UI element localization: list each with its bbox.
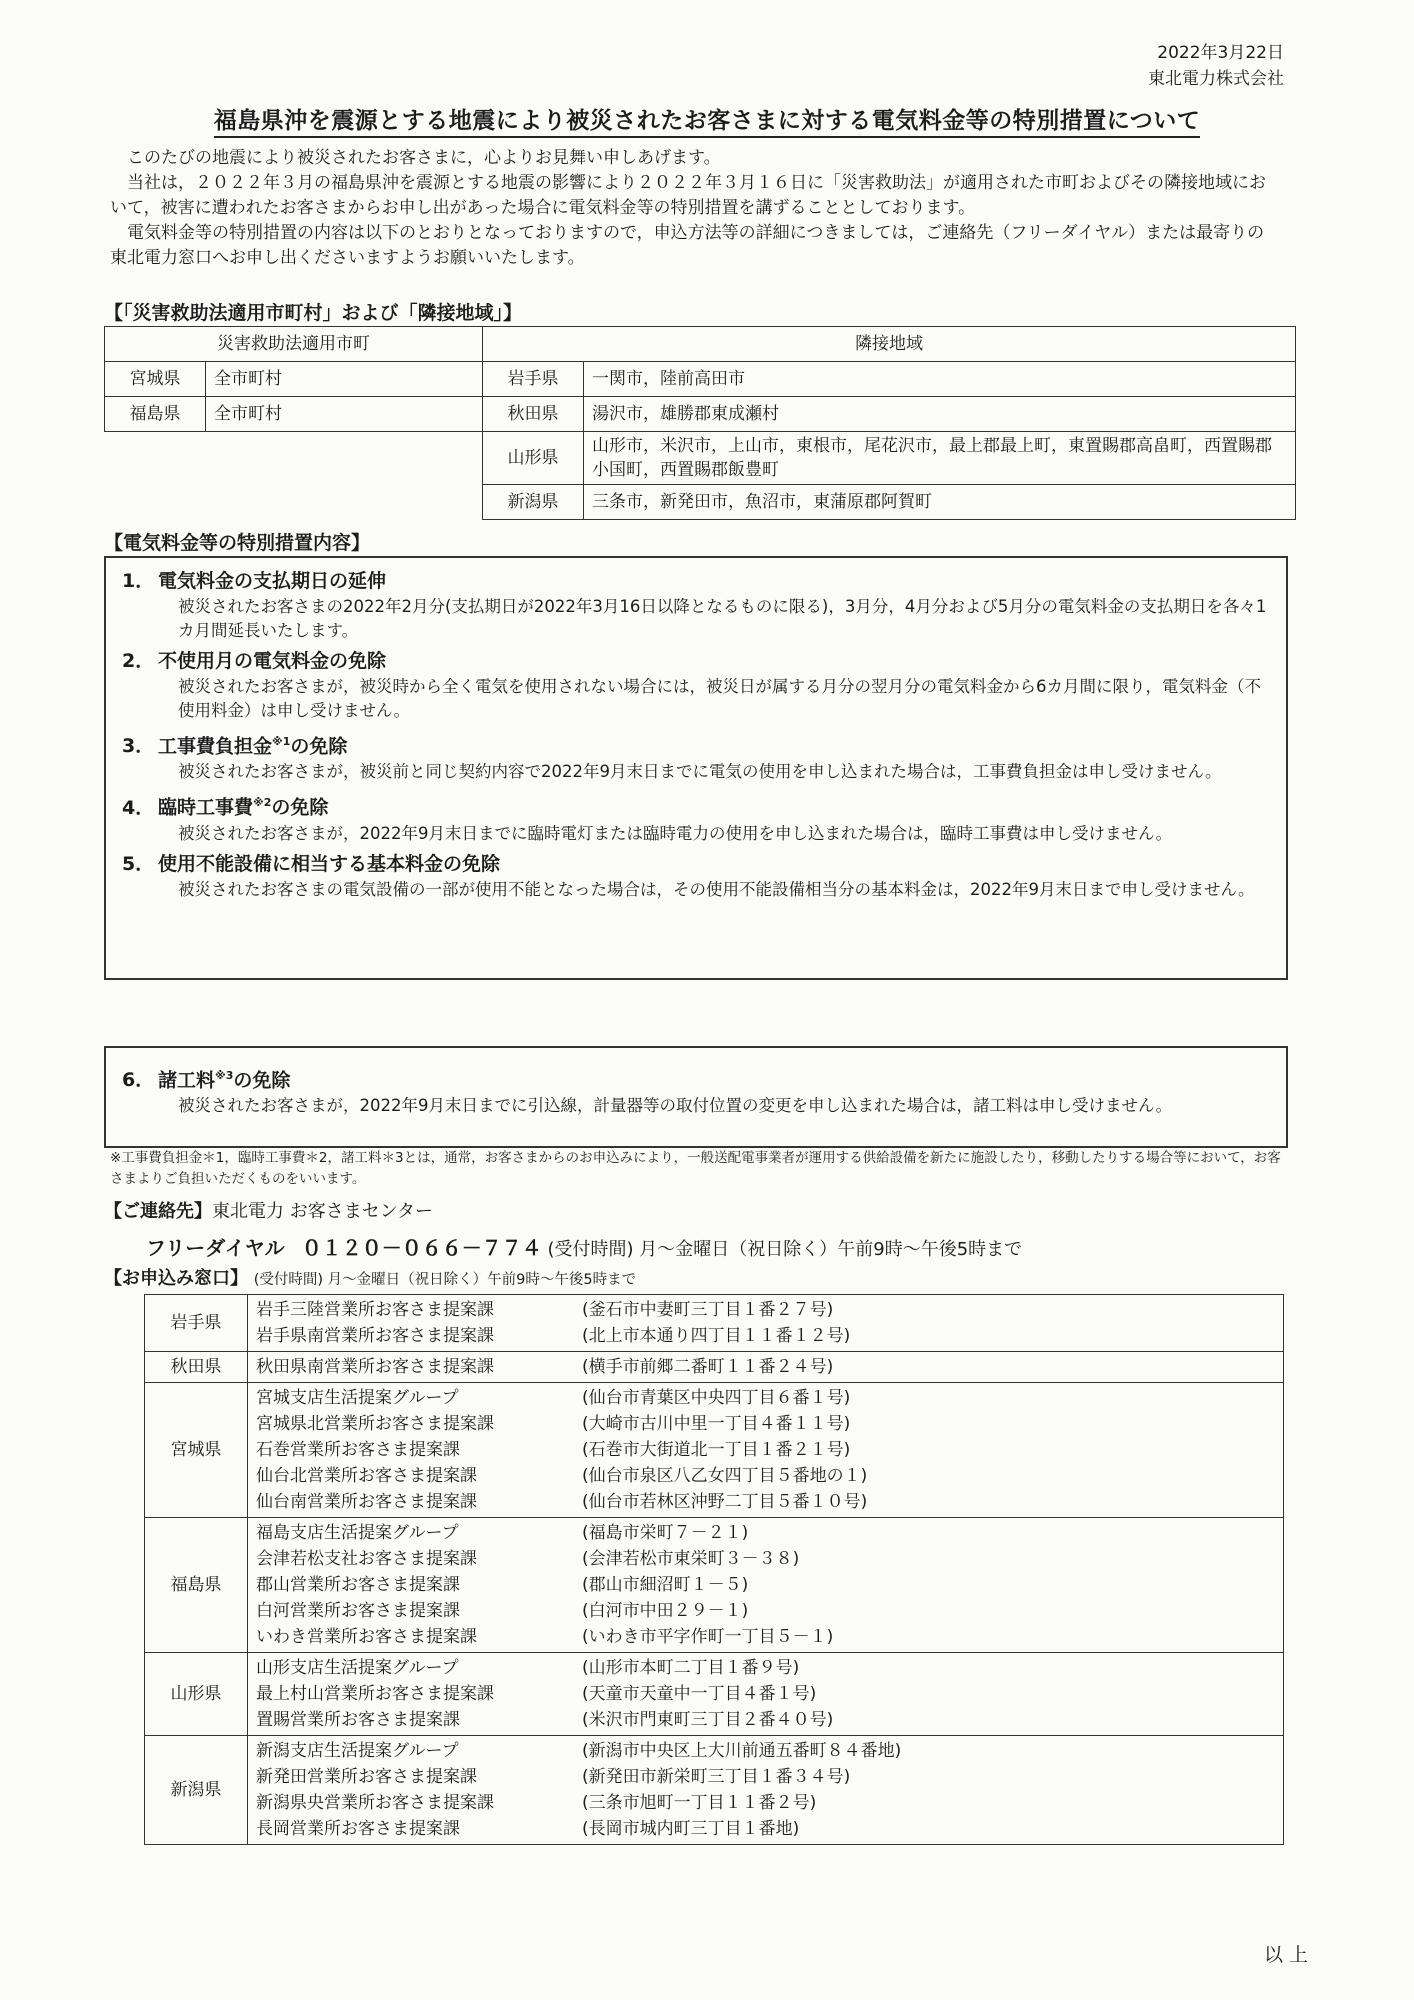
office-address: (仙台市青葉区中央四丁目６番１号)	[582, 1388, 851, 1408]
office-address: (大崎市古川中里一丁目４番１１号)	[582, 1414, 851, 1434]
office-address: (石巻市大街道北一丁目１番２１号)	[582, 1440, 851, 1460]
measure-title: 臨時工事費	[158, 796, 254, 819]
applied-area: 全市町村	[206, 397, 483, 432]
contact-line	[104, 1198, 433, 1226]
table-row	[105, 432, 1296, 485]
office-address: (新発田市新栄町三丁目１番３４号)	[582, 1767, 851, 1787]
windows-hours: (受付時間) 月～金曜日（祝日除く）午前9時～午後5時まで	[253, 1272, 637, 1288]
document-title	[0, 102, 1414, 135]
measure-body: 被災されたお客さまの電気設備の一部が使用不能となった場合は，その使用不能設備相当分の基本料金は，2022年9月末日まで申し受けません。	[178, 879, 1255, 899]
office-address: (北上市本通り四丁目１１番１２号)	[582, 1326, 851, 1346]
measure-item	[122, 789, 1270, 845]
office-address: (長岡市城内町三丁目１番地)	[582, 1819, 800, 1839]
measure-number: 3．	[122, 735, 155, 758]
window-address-list	[574, 1518, 1284, 1653]
measure-title: 諸工料	[158, 1069, 216, 1092]
window-office-list	[248, 1518, 575, 1653]
office-address: (郡山市細沼町１－５)	[582, 1575, 749, 1595]
intro-paragraph: 当社は，２０２２年３月の福島県沖を震源とする地震の影響により２０２２年３月１６日に「災害救助法」が適用された市町およびその隣接地域において，被害に遭われたお客さまからお申し出があった場合に電気料金等の特別措置を講ずることとしております。	[110, 173, 1266, 218]
measure-body: 被災されたお客さまが，2022年9月末日までに引込線，計量器等の取付位置の変更を申し込まれた場合は，諸工料は申し受けません。	[178, 1096, 1172, 1116]
office-name: 白河営業所お客さま提案課	[256, 1601, 460, 1621]
office-address: (仙台市若林区沖野二丁目５番１０号)	[582, 1492, 868, 1512]
adjacent-area: 山形市，米沢市，上山市，東根市，尾花沢市，最上郡最上町，東置賜郡高畠町，西置賜郡小国町，西置賜郡飯豊町	[584, 432, 1296, 485]
end-mark: 以 上	[1263, 1944, 1308, 1966]
measure-number: 2．	[122, 650, 155, 672]
window-pref: 宮城県	[145, 1383, 248, 1518]
measure-number: 4．	[122, 796, 155, 819]
measure-item	[122, 568, 1270, 643]
office-address: (横手市前郷二番町１１番２４号)	[582, 1357, 834, 1377]
measure-body: 被災されたお客さまが，2022年9月末日までに臨時電灯または臨時電力の使用を申し込まれた場合は，臨時工事費は申し受けません。	[178, 823, 1172, 843]
office-name: 会津若松支社お客さま提案課	[256, 1549, 477, 1569]
table-row	[145, 1295, 1284, 1352]
office-name: 仙台北営業所お客さま提案課	[256, 1466, 477, 1486]
office-name: 山形支店生活提案グループ	[256, 1658, 459, 1678]
areas-heading: 【「災害救助法適用市町村」および「隣接地域」】	[104, 302, 523, 324]
window-pref: 新潟県	[145, 1736, 248, 1845]
footnote-mark: ※3	[215, 1069, 234, 1082]
measure-title-suffix: の免除	[271, 796, 329, 819]
office-name: 新潟県央営業所お客さま提案課	[256, 1793, 494, 1813]
office-address: (福島市栄町７－２１)	[582, 1523, 749, 1543]
table-row	[105, 485, 1296, 520]
measure-number: 5．	[122, 852, 155, 875]
table-row	[105, 397, 1296, 432]
measure-number: 6．	[122, 1069, 155, 1092]
office-name: 新潟支店生活提案グループ	[256, 1741, 459, 1761]
intro-paragraph: 電気料金等の特別措置の内容は以下のとおりとなっておりますので，申込方法等の詳細につきましては，ご連絡先（フリーダイヤル）または最寄りの東北電力窓口へお申し出くださいますようお願いいたします。	[110, 223, 1265, 268]
measure-item	[122, 851, 1270, 902]
intro-section	[110, 146, 1280, 271]
office-name: 最上村山営業所お客さま提案課	[256, 1684, 494, 1704]
footnote: ※工事費負担金＊1，臨時工事費＊2，諸工料＊3とは，通常，お客さまからのお申込みにより，一般送配電事業者が運用する供給設備を新たに施設したり，移動したりする場合等において，お客さまよりご負担いただくものをいいます。	[110, 1150, 1281, 1187]
window-address-list	[574, 1736, 1284, 1845]
office-address: (山形市本町二丁目１番９号)	[582, 1658, 800, 1678]
window-office-list	[248, 1653, 575, 1736]
office-address: (天童市天童中一丁目４番１号)	[582, 1684, 817, 1704]
office-name: 置賜営業所お客さま提案課	[256, 1710, 460, 1730]
measure-title: 使用不能設備に相当する基本料金の免除	[158, 852, 501, 875]
office-name: 郡山営業所お客さま提案課	[256, 1575, 460, 1595]
windows-label: 【お申込み窓口】	[104, 1268, 248, 1289]
adjacent-pref: 岩手県	[483, 362, 584, 397]
document-title-text: 福島県沖を震源とする地震により被災されたお客さまに対する電気料金等の特別措置について	[214, 108, 1201, 138]
issue-date: 2022年3月22日	[1157, 43, 1284, 63]
empty-cell	[105, 432, 483, 485]
office-name: 仙台南営業所お客さま提案課	[256, 1492, 477, 1512]
applied-pref: 福島県	[105, 397, 206, 432]
office-name: 岩手県南営業所お客さま提案課	[256, 1326, 494, 1346]
header-block	[1148, 40, 1284, 92]
freedial-number[interactable]: ０１２０－０６６－７７４	[301, 1236, 542, 1260]
adjacent-pref: 山形県	[483, 432, 584, 485]
company-name: 東北電力株式会社	[1148, 69, 1284, 89]
measure-item	[122, 728, 1270, 784]
adjacent-pref: 秋田県	[483, 397, 584, 432]
measure-body: 被災されたお客さまが，被災時から全く電気を使用されない場合には，被災日が属する月分の翌月分の電気料金から6カ月間に限り，電気料金（不使用料金）は申し受けません。	[178, 677, 1261, 720]
adjacent-area: 一関市，陸前高田市	[584, 362, 1296, 397]
table-row	[145, 1736, 1284, 1845]
table-row	[105, 362, 1296, 397]
footnote-mark: ※1	[272, 735, 291, 748]
window-office-list	[248, 1736, 575, 1845]
intro-paragraph: このたびの地震により被災されたお客さまに，心よりお見舞い申しあげます。	[127, 148, 721, 168]
window-address-list	[574, 1383, 1284, 1518]
office-address: (仙台市泉区八乙女四丁目５番地の１)	[582, 1466, 868, 1486]
windows-table	[144, 1294, 1284, 1845]
office-name: 福島支店生活提案グループ	[256, 1523, 459, 1543]
freedial-label: フリーダイヤル	[146, 1236, 285, 1260]
table-row	[145, 1653, 1284, 1736]
office-name: 新発田営業所お客さま提案課	[256, 1767, 477, 1787]
window-office-list	[248, 1295, 575, 1352]
window-pref: 岩手県	[145, 1295, 248, 1352]
contact-label: 【ご連絡先】	[104, 1201, 212, 1222]
office-name: 長岡営業所お客さま提案課	[256, 1819, 460, 1839]
freedial-hours: (受付時間) 月～金曜日（祝日除く）午前9時～午後5時まで	[547, 1239, 1023, 1260]
window-address-list	[574, 1352, 1284, 1383]
measure-body: 被災されたお客さまが，被災前と同じ契約内容で2022年9月末日までに電気の使用を申し込まれた場合は，工事費負担金は申し受けません。	[178, 762, 1222, 782]
window-pref: 秋田県	[145, 1352, 248, 1383]
col-header-applied: 災害救助法適用市町	[105, 327, 483, 362]
window-pref: 福島県	[145, 1518, 248, 1653]
office-address: (釜石市中妻町三丁目１番２７号)	[582, 1300, 834, 1320]
office-address: (いわき市平字作町一丁目５－１)	[582, 1627, 834, 1647]
measure-body: 被災されたお客さまの2022年2月分(支払期日が2022年3月16日以降となるものに限る)，3月分，4月分および5月分の電気料金の支払期日を各々1カ月間延長いたします。	[178, 597, 1267, 640]
office-address: (米沢市門東町三丁目２番４０号)	[582, 1710, 834, 1730]
measure-title: 工事費負担金	[158, 735, 273, 758]
office-address: (新潟市中央区上大川前通五番町８４番地)	[582, 1741, 902, 1761]
measure-title: 不使用月の電気料金の免除	[158, 650, 387, 672]
footnote-mark: ※2	[253, 796, 272, 810]
office-address: (三条市旭町一丁目１１番２号)	[582, 1793, 817, 1813]
measure-item	[122, 648, 1270, 723]
measures-heading: 【電気料金等の特別措置内容】	[104, 532, 371, 554]
freedial-line	[146, 1232, 1022, 1261]
windows-heading	[104, 1264, 636, 1290]
col-header-adjacent: 隣接地域	[483, 327, 1296, 362]
areas-table	[104, 326, 1296, 520]
office-name: 岩手三陸営業所お客さま提案課	[256, 1300, 494, 1320]
office-name: 石巻営業所お客さま提案課	[256, 1440, 460, 1460]
measure-number: 1．	[122, 570, 155, 592]
applied-pref: 宮城県	[105, 362, 206, 397]
office-address: (会津若松市東栄町３－３８)	[582, 1549, 800, 1569]
empty-cell	[105, 485, 483, 520]
applied-area: 全市町村	[206, 362, 483, 397]
measure6-box	[104, 1046, 1288, 1148]
measures-box	[104, 556, 1288, 980]
table-row	[145, 1352, 1284, 1383]
table-row	[145, 1518, 1284, 1653]
table-row	[105, 327, 1296, 362]
adjacent-area: 湯沢市，雄勝郡東成瀬村	[584, 397, 1296, 432]
measure-title-suffix: の免除	[233, 1069, 291, 1092]
table-row	[145, 1383, 1284, 1518]
measure-title: 電気料金の支払期日の延伸	[158, 570, 387, 592]
adjacent-area: 三条市，新発田市，魚沼市，東蒲原郡阿賀町	[584, 485, 1296, 520]
measure-title-suffix: の免除	[290, 735, 348, 758]
adjacent-pref: 新潟県	[483, 485, 584, 520]
office-address: (白河市中田２９－１)	[582, 1601, 749, 1621]
contact-name: 東北電力 お客さまセンター	[212, 1201, 434, 1222]
window-address-list	[574, 1653, 1284, 1736]
window-address-list	[574, 1295, 1284, 1352]
office-name: 秋田県南営業所お客さま提案課	[256, 1357, 494, 1377]
office-name: 宮城支店生活提案グループ	[256, 1388, 459, 1408]
office-name: いわき営業所お客さま提案課	[256, 1627, 477, 1647]
window-office-list	[248, 1383, 575, 1518]
window-office-list	[248, 1352, 575, 1383]
office-name: 宮城県北営業所お客さま提案課	[256, 1414, 494, 1434]
window-pref: 山形県	[145, 1653, 248, 1736]
